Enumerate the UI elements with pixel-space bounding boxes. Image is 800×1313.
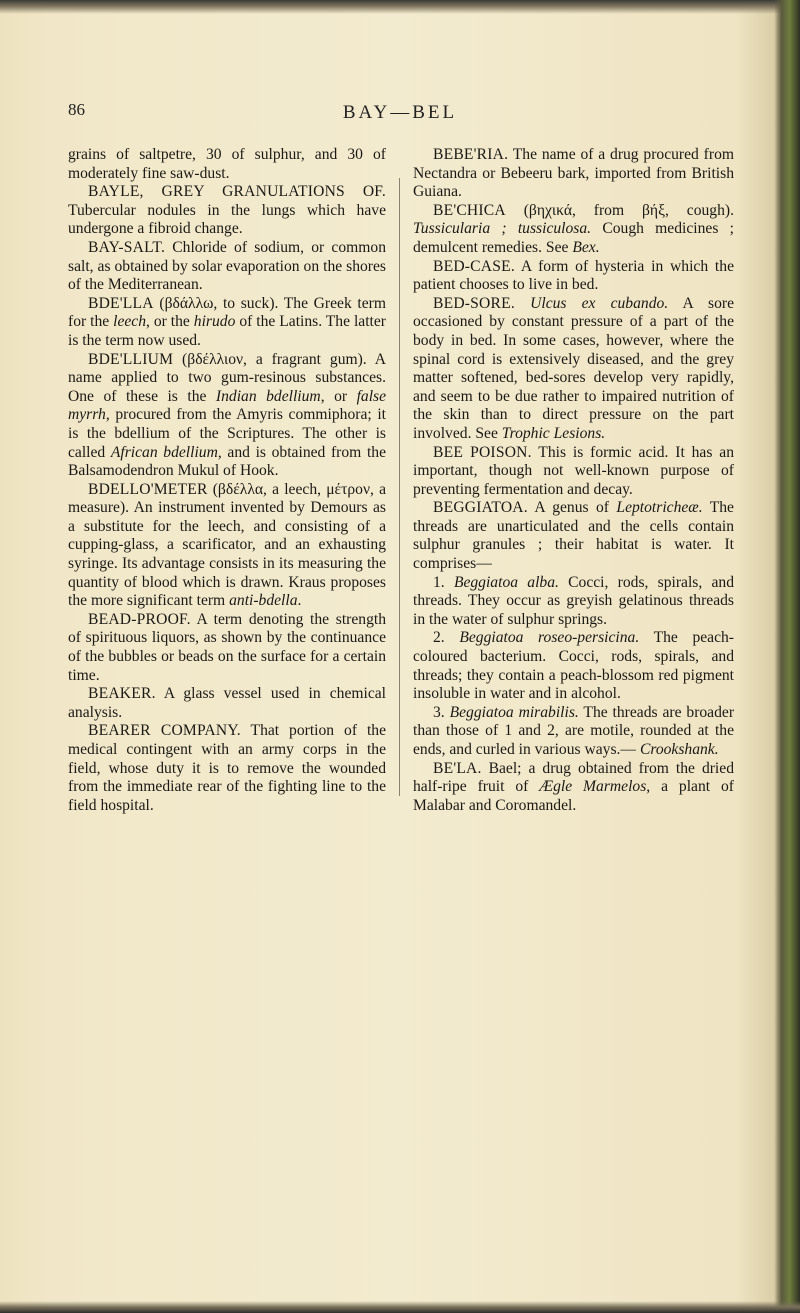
entry-text: grains of saltpetre, 30 of sulphur, and 30 of moderately fine saw-dust. — [68, 146, 386, 182]
dictionary-entry — [413, 574, 734, 630]
entry-headword: BDE'LLA — [88, 294, 154, 312]
entry-italic-text: African bdellium — [110, 443, 218, 461]
entry-italic-text: Tussicularia ; tussiculosa. — [413, 220, 592, 238]
entry-text: The name of a drug procured from Nectandra or Bebeeru bark, imported from British Guiana. — [413, 146, 734, 201]
entry-text: 3. — [433, 703, 450, 721]
dictionary-entry — [413, 295, 734, 444]
entry-text: , procured from the Amyris commiphora; it is the bdellium of the Scriptures. The other is called — [68, 406, 386, 461]
entry-italic-text: Beggiatoa roseo-persicina. — [459, 629, 640, 647]
dictionary-entry — [68, 351, 386, 481]
entry-headword: BEARER COMPANY. — [88, 722, 241, 740]
entry-text: A sore occasioned by constant pressure of a part of the body in bed. In some cases, however, where the spinal cord is extensively diseased, and the grey matter softened, bed-sores develop very rapidly, and seem to be due rather to impaired nutrition of the skin than to direct pressure on the part involved. See — [413, 294, 734, 442]
entry-italic-text: Leptotricheæ. — [616, 499, 703, 517]
running-head: BAY—BEL — [342, 102, 458, 123]
dictionary-entry — [68, 295, 386, 351]
entry-italic-text: Bex. — [572, 238, 600, 256]
dictionary-entry — [413, 146, 734, 202]
page-number: 86 — [68, 100, 85, 119]
entry-text: (βδάλλω, to suck). The Greek term for the — [68, 294, 386, 331]
entry-headword: BE'LA. — [433, 759, 482, 777]
column-rule — [399, 178, 400, 796]
entry-text: , or — [320, 387, 357, 405]
dictionary-entry — [413, 704, 734, 760]
entry-text: The threads are broader than those of 1 and 2, are motile, rounded at the ends, and curled in various ways.— — [413, 703, 735, 758]
entry-italic-text: hirudo — [193, 313, 236, 331]
entry-italic-text: leech — [113, 313, 147, 331]
entry-headword: BED-SORE. — [433, 294, 515, 312]
entry-text: of the Latins. The latter is the term now used. — [68, 313, 387, 349]
left-column — [68, 146, 386, 815]
entry-text: That portion of the medical contingent with an army corps in the field, whose duty it is to remove the wounded from the immediate rear of the fighting line to the field hospital. — [68, 722, 386, 814]
entry-italic-text: Crookshank. — [639, 741, 719, 758]
dictionary-entry — [68, 611, 386, 685]
dictionary-entry — [68, 722, 386, 815]
dictionary-entry — [68, 239, 386, 295]
entry-text: A term denoting the strength of spirituous liquors, as shown by the continuance of the bubbles or beads on the surface for a certain time. — [68, 610, 386, 684]
dictionary-entry — [413, 202, 734, 258]
dictionary-entry — [413, 760, 734, 816]
entry-italic-text: false myrrh — [68, 387, 387, 424]
entry-italic-text: anti-bdella — [229, 592, 298, 610]
entry-headword: BEE POISON. — [433, 443, 532, 461]
entry-text: The threads are unarticulated and the cells contain sulphur granules ; their habitat is water. It comprises— — [413, 499, 734, 573]
entry-text: , or the — [146, 313, 194, 331]
entry-text: Tubercular nodules in the lungs which have undergone a fibroid change. — [68, 201, 386, 238]
entry-headword: BED-CASE. — [433, 257, 515, 275]
entry-text: A glass vessel used in chemical analysis. — [68, 685, 386, 721]
entry-text: Cough medicines ; demulcent remedies. See — [413, 220, 734, 256]
entry-headword: BE'CHICA — [433, 201, 506, 219]
page-right-edge — [774, 0, 800, 1313]
right-column — [413, 146, 734, 815]
entry-headword: BEAD-PROOF. — [88, 610, 191, 628]
entry-text: (βδέλλιον, a fragrant gum). A name applied to two gum-resinous substances. One of these is the — [68, 350, 386, 405]
dictionary-entry — [413, 444, 734, 500]
entry-text: . — [297, 592, 302, 610]
entry-text: The peach-coloured bacterium. Cocci, rods, spirals, and threads; they contain a peach-blossom red pigment insoluble in water and in alcohol. — [413, 629, 735, 703]
entry-headword: BEAKER. — [88, 685, 156, 703]
entry-headword: BAY-SALT. — [88, 238, 166, 256]
entry-text: Cocci, rods, spirals, and threads. They occur as greyish gelatinous threads in the water of sulphur springs. — [413, 573, 735, 628]
entry-italic-text: Beggiatoa alba. — [453, 573, 559, 591]
entry-italic-text: Ægle Marmelos — [539, 778, 647, 796]
entry-text: This is formic acid. It has an important, though not well-known purpose of preventing fermentation and decay. — [413, 443, 734, 498]
entry-text: 1. — [433, 573, 454, 591]
entry-headword: BEBE'RIA. — [433, 146, 509, 163]
entry-headword: BAYLE, GREY GRANULATIONS OF. — [88, 183, 386, 201]
entry-headword: BDELLO'METER — [88, 480, 208, 498]
entry-text: Chloride of sodium, or common salt, as obtained by solar evaporation on the shores of the Mediterranean. — [68, 238, 386, 294]
entry-text — [515, 295, 530, 312]
dictionary-entry — [68, 146, 386, 183]
entry-italic-text: Beggiatoa mirabilis. — [449, 703, 579, 721]
entry-headword: BEGGIATOA. — [433, 499, 528, 517]
dictionary-entry — [413, 499, 734, 573]
page-top-shadow — [0, 0, 800, 14]
entry-italic-text: Trophic Lesions. — [501, 424, 606, 442]
dictionary-entry — [413, 258, 734, 295]
entry-headword: BDE'LLIUM — [88, 350, 174, 368]
entry-text: A genus of — [527, 499, 617, 517]
entry-text: 2. — [433, 629, 460, 647]
entry-text: A form of hysteria in which the patient chooses to live in bed. — [413, 257, 734, 294]
entry-italic-text: Ulcus ex cubando. — [530, 294, 669, 312]
dictionary-entry — [68, 685, 386, 722]
dictionary-entry — [68, 481, 386, 611]
dictionary-entry — [413, 629, 734, 703]
dictionary-entry — [68, 183, 386, 239]
entry-text: Bael; a drug obtained from the dried half-ripe fruit of — [413, 759, 734, 796]
entry-text: (βδέλλα, a leech, μέτρον, a measure). An instrument invented by Demours as a substitute for the leech, and consisting of a cupping-glass, a scarificator, and an exhausting syringe. Its advantage consists in its measuring the quantity of blood which is drawn. Kraus proposes the more significant term — [68, 480, 386, 610]
entry-text: (βηχικά, from βήξ, cough). — [505, 201, 734, 219]
entry-italic-text: Indian bdellium — [215, 387, 321, 405]
entry-text: , and is obtained from the Balsamodendron Mukul of Hook. — [68, 443, 386, 480]
entry-text: , a plant of Malabar and Coromandel. — [413, 778, 734, 814]
page-bottom-shadow — [0, 1301, 800, 1313]
